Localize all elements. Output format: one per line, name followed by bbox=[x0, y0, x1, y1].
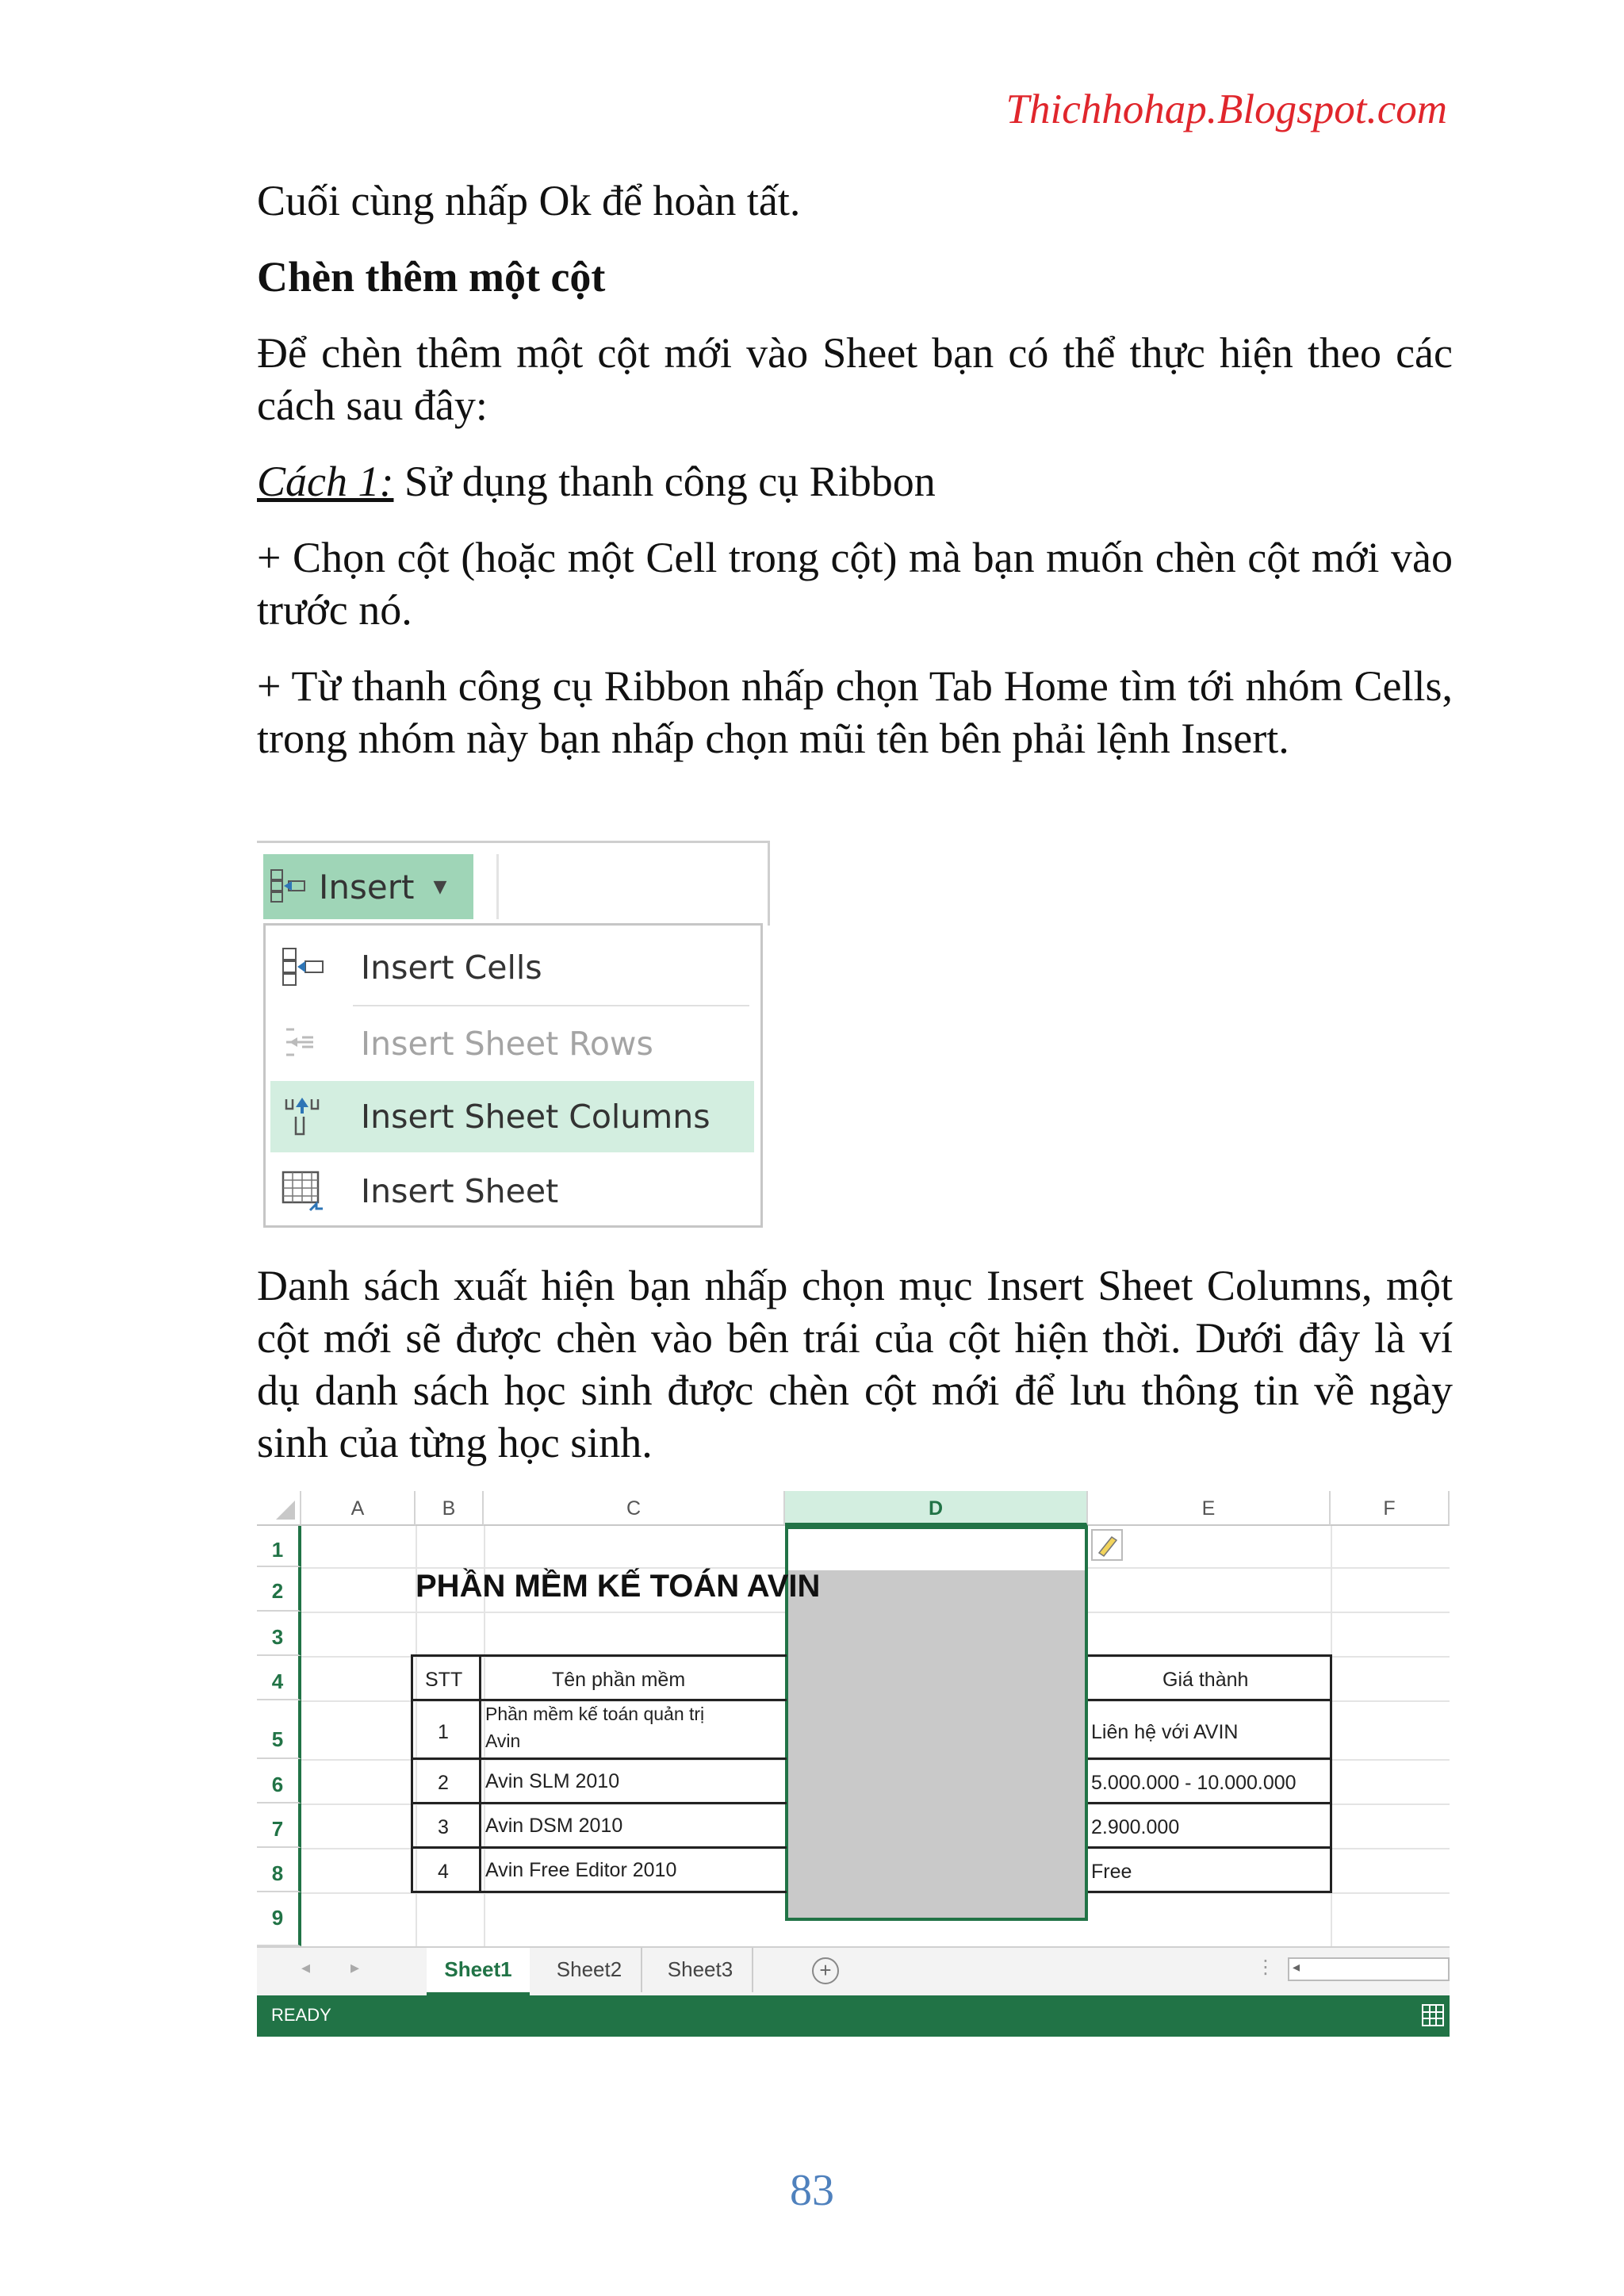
menu-item-label: Insert Sheet bbox=[361, 1172, 559, 1210]
row-header-8[interactable]: 8 bbox=[257, 1848, 301, 1892]
more-options-icon[interactable]: ⋮ bbox=[1256, 1957, 1275, 1978]
table-border bbox=[411, 1654, 787, 1657]
header-software-name: Tên phần mềm bbox=[552, 1669, 686, 1691]
header-stt: STT bbox=[425, 1669, 463, 1691]
row-header-4[interactable]: 4 bbox=[257, 1656, 301, 1700]
paragraph-step-1: + Chọn cột (hoặc một Cell trong cột) mà bạn muốn chèn cột mới vào trước nó. bbox=[257, 534, 1453, 634]
row-header-1[interactable]: 1 bbox=[257, 1526, 301, 1567]
row-header-7[interactable]: 7 bbox=[257, 1803, 301, 1848]
cell-price: 5.000.000 - 10.000.000 bbox=[1091, 1772, 1297, 1794]
insert-button-label: Insert bbox=[319, 867, 415, 907]
cell-d1[interactable] bbox=[788, 1529, 1085, 1570]
column-header-b[interactable]: B bbox=[416, 1491, 484, 1526]
table-border bbox=[1088, 1846, 1332, 1849]
row-header-2[interactable]: 2 bbox=[257, 1567, 301, 1612]
horizontal-scrollbar[interactable] bbox=[1288, 1957, 1450, 1981]
cell-price: Liên hệ với AVIN bbox=[1091, 1721, 1239, 1743]
menu-item-label: Insert Sheet Columns bbox=[361, 1098, 710, 1136]
cell-stt: 2 bbox=[438, 1772, 449, 1794]
table-border bbox=[1088, 1802, 1332, 1804]
paragraph-method-1 bbox=[257, 455, 1453, 508]
row-header-3[interactable]: 3 bbox=[257, 1612, 301, 1656]
cell-name: Phần mềm kế toán quản trị bbox=[485, 1704, 705, 1724]
table-border bbox=[1088, 1757, 1332, 1760]
status-ready: READY bbox=[271, 2005, 331, 2025]
excel-screenshot bbox=[257, 1491, 1450, 2037]
scroll-right-icon[interactable]: ▸ bbox=[350, 1957, 360, 1977]
table-border bbox=[411, 1846, 787, 1849]
method-label: Cách 1: bbox=[257, 458, 394, 505]
menu-item-insert-sheet-columns[interactable] bbox=[270, 1081, 754, 1152]
menu-item-label: Insert Sheet Rows bbox=[361, 1025, 653, 1063]
scroll-left-arrow-icon[interactable]: ◂ bbox=[1293, 1959, 1300, 1975]
column-header-a[interactable]: A bbox=[301, 1491, 416, 1526]
insert-menu-screenshot bbox=[257, 841, 768, 1229]
chevron-down-icon[interactable]: ▼ bbox=[433, 876, 447, 897]
insert-rows-icon bbox=[278, 1020, 326, 1068]
select-all-icon bbox=[273, 1497, 297, 1521]
paragraph-explanation: Danh sách xuất hiện bạn nhấp chọn mục Insert Sheet Columns, một cột mới sẽ được chèn vào bên trái của cột hiện thời. Dưới đây là ví dụ danh sách học sinh được chèn cột mới để lưu thông tin về ngày sinh của từng học sinh. bbox=[257, 1262, 1453, 1466]
selected-column-d[interactable] bbox=[785, 1526, 1088, 1921]
menu-divider bbox=[353, 1005, 749, 1006]
cell-stt: 1 bbox=[438, 1721, 449, 1743]
row-header-6[interactable]: 6 bbox=[257, 1759, 301, 1803]
normal-view-icon[interactable] bbox=[1421, 2003, 1445, 2027]
insert-dropdown bbox=[263, 923, 763, 1228]
table-border bbox=[411, 1891, 787, 1893]
table-border bbox=[1088, 1891, 1332, 1893]
paragraph-intro: Để chèn thêm một cột mới vào Sheet bạn có thể thực hiện theo các cách sau đây: bbox=[257, 329, 1453, 429]
tab-sheet3[interactable]: Sheet3 bbox=[649, 1948, 753, 1992]
paragraph-step-2: + Từ thanh công cụ Ribbon nhấp chọn Tab Home tìm tới nhóm Cells, trong nhóm này bạn nhấp chọn mũi tên bên phải lệnh Insert. bbox=[257, 662, 1453, 762]
insert-cells-icon bbox=[278, 944, 326, 991]
menu-item-insert-cells[interactable] bbox=[270, 932, 754, 1003]
insert-columns-icon bbox=[278, 1093, 326, 1140]
insert-button[interactable] bbox=[263, 854, 473, 919]
insert-sheet-icon bbox=[278, 1167, 326, 1215]
cell-stt: 4 bbox=[438, 1861, 449, 1883]
ribbon-cells-group bbox=[257, 841, 770, 926]
header-price: Giá thành bbox=[1162, 1669, 1249, 1691]
paste-options-icon[interactable] bbox=[1091, 1529, 1123, 1561]
method-text: Sử dụng thanh công cụ Ribbon bbox=[393, 458, 936, 505]
select-all-corner[interactable] bbox=[257, 1491, 301, 1526]
cell-name: Avin DSM 2010 bbox=[485, 1815, 623, 1837]
table-border bbox=[1088, 1654, 1332, 1657]
column-header-c[interactable]: C bbox=[484, 1491, 785, 1526]
table-border bbox=[411, 1654, 413, 1893]
cell-stt: 3 bbox=[438, 1816, 449, 1838]
cell-price: 2.900.000 bbox=[1091, 1816, 1180, 1838]
status-bar bbox=[257, 1995, 1450, 2037]
table-border bbox=[1088, 1699, 1332, 1701]
cell-name: Avin SLM 2010 bbox=[485, 1770, 620, 1792]
column-header-e[interactable]: E bbox=[1088, 1491, 1331, 1526]
table-border bbox=[479, 1654, 481, 1893]
sheet-title: PHẦN MỀM KẾ TOÁN AVIN bbox=[416, 1569, 821, 1604]
menu-item-insert-sheet[interactable] bbox=[270, 1156, 754, 1227]
tab-sheet1[interactable]: Sheet1 bbox=[427, 1948, 530, 1996]
section-heading: Chèn thêm một cột bbox=[257, 253, 606, 301]
insert-cells-icon bbox=[268, 867, 308, 907]
ribbon-separator bbox=[496, 854, 499, 919]
sheet-tab-bar bbox=[257, 1946, 1450, 1995]
table-border bbox=[411, 1699, 787, 1701]
table-border bbox=[411, 1802, 787, 1804]
paragraph-finish: Cuối cùng nhấp Ok để hoàn tất. bbox=[257, 177, 801, 224]
column-header-f[interactable]: F bbox=[1331, 1491, 1450, 1526]
cell-name: Avin bbox=[485, 1731, 521, 1751]
menu-item-insert-sheet-rows[interactable] bbox=[270, 1008, 754, 1079]
cell-name: Avin Free Editor 2010 bbox=[485, 1859, 677, 1881]
row-header-9[interactable]: 9 bbox=[257, 1892, 301, 1946]
page-number: 83 bbox=[790, 2166, 834, 2215]
tab-sheet2[interactable]: Sheet2 bbox=[538, 1948, 642, 1992]
scroll-left-icon[interactable]: ◂ bbox=[301, 1957, 311, 1977]
table-border bbox=[411, 1757, 787, 1760]
blog-header: Thichhohap.Blogspot.com bbox=[1005, 86, 1447, 132]
add-sheet-icon[interactable]: + bbox=[812, 1957, 839, 1984]
table-border bbox=[1330, 1654, 1332, 1893]
menu-item-label: Insert Cells bbox=[361, 949, 542, 987]
column-header-d[interactable]: D bbox=[785, 1491, 1088, 1526]
cell-price: Free bbox=[1091, 1861, 1132, 1883]
row-header-5[interactable]: 5 bbox=[257, 1700, 301, 1759]
